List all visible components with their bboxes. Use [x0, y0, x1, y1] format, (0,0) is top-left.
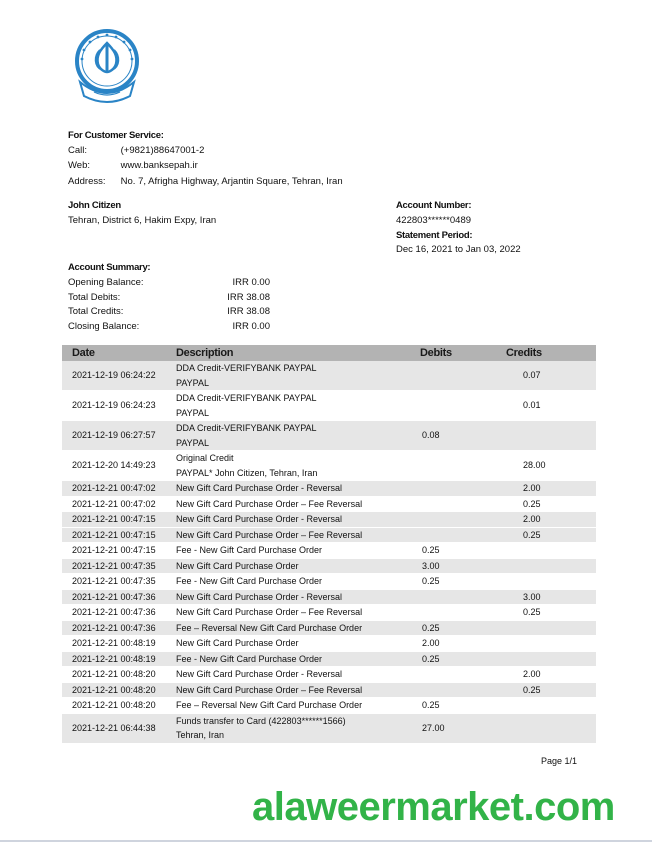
bank-logo	[72, 26, 142, 104]
cell-description	[176, 620, 416, 636]
service-web-label: Web:	[68, 160, 91, 171]
cell-date: 2021-12-19 06:27:57	[62, 421, 176, 451]
description-line: New Gift Card Purchase Order - Reversal	[176, 669, 343, 679]
cell-description	[176, 589, 416, 605]
account-summary-heading: Account Summary:	[68, 262, 151, 273]
cell-debit: 2.00	[416, 636, 506, 652]
table-row	[62, 605, 596, 621]
table-row	[62, 558, 596, 574]
cell-debit	[416, 391, 506, 421]
description-line: New Gift Card Purchase Order – Fee Reversal	[176, 607, 363, 617]
cell-credit: 2.00	[506, 481, 596, 497]
cell-date: 2021-12-21 00:48:20	[62, 667, 176, 683]
cell-date: 2021-12-21 00:47:35	[62, 574, 176, 590]
description-line: DDA Credit-VERIFYBANK PAYPAL	[176, 393, 317, 403]
cell-credit	[506, 636, 596, 652]
cell-debit	[416, 496, 506, 512]
table-row	[62, 589, 596, 605]
cell-description	[176, 361, 416, 391]
table-row	[62, 682, 596, 698]
summary-row	[68, 292, 270, 303]
cell-description	[176, 636, 416, 652]
summary-row	[68, 321, 270, 332]
customer-service-heading: For Customer Service:	[68, 130, 164, 141]
header-date: Date	[62, 345, 176, 361]
cell-credit: 0.25	[506, 496, 596, 512]
table-row	[62, 451, 596, 481]
summary-value: IRR 38.08	[227, 292, 270, 303]
cell-debit	[416, 682, 506, 698]
summary-value: IRR 38.08	[227, 306, 270, 317]
description-line: Original Credit	[176, 453, 234, 463]
summary-label: Total Debits:	[68, 292, 121, 303]
cell-credit: 0.01	[506, 391, 596, 421]
customer-address: Tehran, District 6, Hakim Expy, Iran	[68, 215, 217, 226]
cell-credit: 2.00	[506, 667, 596, 683]
table-row	[62, 481, 596, 497]
cell-date: 2021-12-21 00:47:36	[62, 589, 176, 605]
cell-description	[176, 605, 416, 621]
summary-label: Closing Balance:	[68, 321, 140, 332]
cell-description	[176, 543, 416, 559]
description-line: Fee - New Gift Card Purchase Order	[176, 576, 323, 586]
cell-debit: 0.08	[416, 421, 506, 451]
cell-credit: 0.25	[506, 527, 596, 543]
description-line: PAYPAL	[176, 377, 210, 388]
transactions-table	[62, 345, 596, 744]
service-address-value: No. 7, Afrigha Highway, Arjantin Square, Tehran, Iran	[120, 176, 343, 187]
table-row	[62, 496, 596, 512]
service-call-value: (+9821)88647001-2	[120, 145, 205, 156]
bottom-divider	[0, 840, 652, 842]
service-call-label: Call:	[68, 145, 88, 156]
cell-credit	[506, 421, 596, 451]
description-line: Fee - New Gift Card Purchase Order	[176, 545, 323, 555]
watermark-text: alaweermarket.com	[252, 785, 615, 829]
description-line: Fee – Reversal New Gift Card Purchase Order	[176, 622, 363, 633]
header-credits: Credits	[506, 345, 596, 361]
cell-date: 2021-12-21 00:47:15	[62, 527, 176, 543]
table-row	[62, 421, 596, 451]
table-row	[62, 651, 596, 667]
cell-description	[176, 451, 416, 481]
cell-debit: 3.00	[416, 558, 506, 574]
cell-credit: 3.00	[506, 589, 596, 605]
cell-credit	[506, 543, 596, 559]
transactions-body	[62, 361, 596, 743]
cell-description	[176, 698, 416, 714]
customer-name: John Citizen	[68, 200, 121, 211]
description-line: DDA Credit-VERIFYBANK PAYPAL	[176, 363, 317, 373]
cell-description	[176, 421, 416, 451]
cell-debit: 0.25	[416, 574, 506, 590]
cell-description	[176, 481, 416, 497]
table-row	[62, 512, 596, 528]
cell-credit: 0.25	[506, 682, 596, 698]
cell-credit	[506, 698, 596, 714]
description-line: PAYPAL* John Citizen, Tehran, Iran	[176, 467, 318, 478]
cell-description	[176, 713, 416, 743]
cell-credit: 0.25	[506, 605, 596, 621]
table-row	[62, 620, 596, 636]
cell-date: 2021-12-19 06:24:23	[62, 391, 176, 421]
description-line: New Gift Card Purchase Order – Fee Reversal	[176, 498, 363, 509]
cell-date: 2021-12-20 14:49:23	[62, 451, 176, 481]
service-web-row	[68, 160, 198, 171]
table-row	[62, 527, 596, 543]
description-line: PAYPAL	[176, 407, 210, 418]
cell-debit	[416, 605, 506, 621]
cell-date: 2021-12-21 06:44:38	[62, 713, 176, 743]
table-row	[62, 667, 596, 683]
cell-credit	[506, 651, 596, 667]
cell-debit	[416, 527, 506, 543]
cell-debit: 0.25	[416, 698, 506, 714]
service-address-row	[68, 176, 343, 187]
cell-description	[176, 651, 416, 667]
cell-description	[176, 682, 416, 698]
cell-debit	[416, 451, 506, 481]
header-debits: Debits	[416, 345, 506, 361]
table-row	[62, 543, 596, 559]
summary-label: Total Credits:	[68, 306, 124, 317]
statement-period-label: Statement Period:	[396, 230, 473, 241]
cell-description	[176, 667, 416, 683]
cell-credit: 28.00	[506, 451, 596, 481]
cell-debit	[416, 361, 506, 391]
description-line: DDA Credit-VERIFYBANK PAYPAL	[176, 423, 317, 433]
description-line: New Gift Card Purchase Order - Reversal	[176, 483, 343, 493]
description-line: Funds transfer to Card (422803******1566)	[176, 715, 346, 726]
description-line: New Gift Card Purchase Order – Fee Reversal	[176, 529, 363, 540]
description-line: Tehran, Iran	[176, 730, 225, 740]
description-line: New Gift Card Purchase Order – Fee Reversal	[176, 684, 363, 695]
cell-date: 2021-12-21 00:47:36	[62, 605, 176, 621]
service-web-value: www.banksepah.ir	[120, 160, 198, 171]
cell-description	[176, 574, 416, 590]
cell-credit	[506, 713, 596, 743]
description-line: PAYPAL	[176, 437, 210, 448]
cell-date: 2021-12-21 00:47:36	[62, 620, 176, 636]
table-row	[62, 391, 596, 421]
table-row	[62, 698, 596, 714]
cell-credit: 0.07	[506, 361, 596, 391]
cell-description	[176, 558, 416, 574]
table-row	[62, 361, 596, 391]
cell-date: 2021-12-21 00:47:02	[62, 481, 176, 497]
cell-date: 2021-12-21 00:48:19	[62, 636, 176, 652]
description-line: New Gift Card Purchase Order - Reversal	[176, 514, 343, 524]
account-number: 422803******0489	[396, 215, 472, 226]
cell-date: 2021-12-21 00:47:15	[62, 512, 176, 528]
cell-description	[176, 527, 416, 543]
summary-label: Opening Balance:	[68, 277, 144, 288]
summary-row	[68, 277, 270, 288]
cell-debit	[416, 589, 506, 605]
cell-date: 2021-12-21 00:48:20	[62, 682, 176, 698]
cell-credit	[506, 558, 596, 574]
cell-debit	[416, 667, 506, 683]
cell-date: 2021-12-21 00:47:15	[62, 543, 176, 559]
cell-description	[176, 496, 416, 512]
statement-period: Dec 16, 2021 to Jan 03, 2022	[396, 244, 521, 255]
cell-debit: 0.25	[416, 620, 506, 636]
cell-date: 2021-12-21 00:47:02	[62, 496, 176, 512]
cell-debit: 27.00	[416, 713, 506, 743]
description-line: New Gift Card Purchase Order	[176, 638, 299, 648]
table-header-row	[62, 345, 596, 361]
cell-date: 2021-12-19 06:24:22	[62, 361, 176, 391]
description-line: Fee – Reversal New Gift Card Purchase Order	[176, 700, 363, 710]
cell-credit: 2.00	[506, 512, 596, 528]
description-line: Fee - New Gift Card Purchase Order	[176, 653, 323, 664]
description-line: New Gift Card Purchase Order	[176, 560, 299, 571]
summary-value: IRR 0.00	[232, 321, 270, 332]
table-row	[62, 636, 596, 652]
service-address-label: Address:	[68, 176, 106, 187]
cell-debit	[416, 481, 506, 497]
page-number: Page 1/1	[541, 756, 578, 766]
cell-debit	[416, 512, 506, 528]
cell-debit: 0.25	[416, 543, 506, 559]
description-line: New Gift Card Purchase Order - Reversal	[176, 591, 343, 602]
cell-debit: 0.25	[416, 651, 506, 667]
cell-description	[176, 391, 416, 421]
account-number-label: Account Number:	[396, 200, 472, 211]
table-row	[62, 713, 596, 743]
cell-date: 2021-12-21 00:48:20	[62, 698, 176, 714]
service-call-row	[68, 145, 204, 156]
cell-credit	[506, 620, 596, 636]
table-row	[62, 574, 596, 590]
cell-description	[176, 512, 416, 528]
cell-date: 2021-12-21 00:48:19	[62, 651, 176, 667]
summary-row	[68, 306, 270, 317]
header-description: Description	[176, 345, 416, 361]
bank-sepah-emblem-icon	[72, 26, 142, 104]
cell-credit	[506, 574, 596, 590]
summary-value: IRR 0.00	[232, 277, 270, 288]
cell-date: 2021-12-21 00:47:35	[62, 558, 176, 574]
